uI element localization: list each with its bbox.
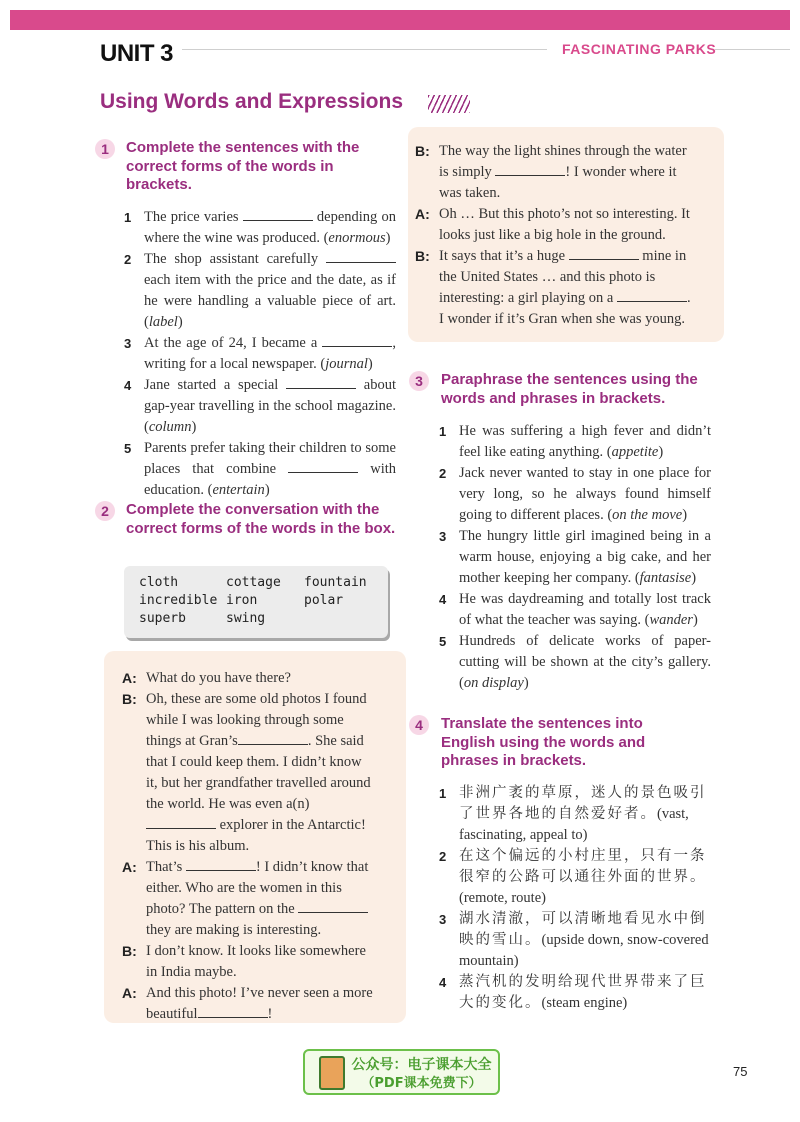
dialog-line: B: The way the light shines through the water is simply ! I wonder where it was taken. [415,143,687,201]
exercise-4-item: 3 湖水清澈，可以清晰地看见水中倒映的雪山。(upside down, snow-covered mountain) [439,911,709,969]
title-decoration [428,95,470,113]
answer-blank[interactable] [326,249,396,263]
exercise-3-list [439,421,711,694]
exercise-1-item: 2 The shop assistant carefully each item with the price and the date, as if he were handling a valuable piece of art. (label) [124,251,396,330]
exercise-4-list [439,783,711,1014]
word-box-item: swing [226,611,266,626]
watermark-line-2: （PDF课本免费下） [361,1076,482,1091]
word-box-item: incredible [139,593,218,608]
answer-blank[interactable] [286,375,356,389]
section-label: FASCINATING PARKS [562,41,717,57]
section-title: Using Words and Expressions [100,90,404,113]
dialog-line: A: That’s ! I didn’t know that either. Who are the women in this photo? The pattern on the they are making is interesting. [122,859,369,938]
exercise-3-title: Paraphrase the sentences using the words and phrases in brackets. [441,371,698,407]
exercise-3-item: 1 He was suffering a high fever and didn’t feel like eating anything. (appetite) [439,423,711,460]
top-color-bar [10,10,790,30]
header-rule [182,49,547,50]
word-box-item: polar [304,593,344,608]
header-rule-right [715,49,790,50]
word-box-item: cottage [226,575,281,590]
exercise-2-title: Complete the conversation with the correct forms of the words in the box. [126,501,396,537]
word-box-item: cloth [139,575,179,590]
exercise-3-number: 3 [409,371,429,391]
page-number: 75 [733,1064,748,1079]
watermark-badge [303,1049,500,1095]
exercise-4-item: 2 在这个偏远的小村庄里，只有一条很窄的公路可以通往外面的世界。(remote, route) [439,848,707,906]
answer-blank[interactable] [617,288,687,302]
exercise-1-item: 4 Jane started a special about gap-year travelling in the school magazine. (column) [124,377,396,435]
exercise-1-list [124,207,396,501]
answer-blank[interactable] [146,815,216,829]
word-box-item: iron [226,593,258,608]
book-icon [319,1056,345,1090]
answer-blank[interactable] [322,333,392,347]
exercise-4-title: Translate the sentences into English using the words and phrases in brackets. [441,715,646,769]
dialog-line: B: Oh, these are some old photos I found while I was looking through some things at Gran’s . She said that I could keep them. I didn’t know it, but her grandfather travelled around the world. He was even a(n) explorer in the Antarctic! This is his album. [122,691,371,854]
conversation [122,668,374,1025]
dialog-line: A: And this photo! I’ve never seen a more beautiful ! [122,985,373,1022]
word-box-item: superb [139,611,186,626]
exercise-1-title: Complete the sentences with the correct forms of the words in brackets. [126,139,360,193]
answer-blank[interactable] [495,162,565,176]
dialog-line: A: What do you have there? [122,670,291,686]
watermark-line-1: 公众号：电子课本大全 [351,1057,492,1073]
exercise-1-item: 5 Parents prefer taking their children to some places that combine with education. (entertain) [124,440,396,498]
exercise-4-item: 1 非洲广袤的草原，迷人的景色吸引了世界各地的自然爱好者。(vast, fascinating, appeal to) [439,785,707,843]
conversation-panel [104,651,406,1023]
conversation-continued [415,141,697,330]
exercise-3-item: 2 Jack never wanted to stay in one place for very long, so he always found himself going to different places. (on the move) [439,465,711,523]
word-box [124,566,388,638]
exercise-1-item: 3 At the age of 24, I became a , writing for a local newspaper. (journal) [124,335,397,372]
word-box-item: fountain [304,575,367,590]
answer-blank[interactable] [186,857,256,871]
conversation-panel-continued [408,127,724,342]
exercise-3-item: 4 He was daydreaming and totally lost track of what the teacher was saying. (wander) [439,591,711,628]
dialog-line: A: Oh … But this photo’s not so interesting. It looks just like a big hole in the ground. [415,206,690,243]
dialog-line: B: I don’t know. It looks like somewhere in India maybe. [122,943,366,980]
exercise-1-number: 1 [95,139,115,159]
dialog-line: B: It says that it’s a huge mine in the United States … and this photo is interesting: a girl playing on a . I wonder if it’s Gran when she was young. [415,248,691,327]
answer-blank[interactable] [298,899,368,913]
exercise-3-item: 3 The hungry little girl imagined being in a warm house, enjoying a big cake, and her mother keeping her company. (fantasise) [439,528,711,586]
exercise-4-item: 4 蒸汽机的发明给现代世界带来了巨大的变化。(steam engine) [439,974,707,1011]
answer-blank[interactable] [569,246,639,260]
exercise-1-item: 1 The price varies depending on where the wine was produced. (enormous) [124,209,396,246]
unit-title: UNIT 3 [100,40,174,67]
exercise-2-number: 2 [95,501,115,521]
answer-blank[interactable] [238,731,308,745]
answer-blank[interactable] [288,459,358,473]
exercise-4-number: 4 [409,715,429,735]
exercise-3-item: 5 Hundreds of delicate works of paper-cutting will be shown at the city’s gallery. (on display) [439,633,711,691]
answer-blank[interactable] [198,1004,268,1018]
answer-blank[interactable] [243,207,313,221]
